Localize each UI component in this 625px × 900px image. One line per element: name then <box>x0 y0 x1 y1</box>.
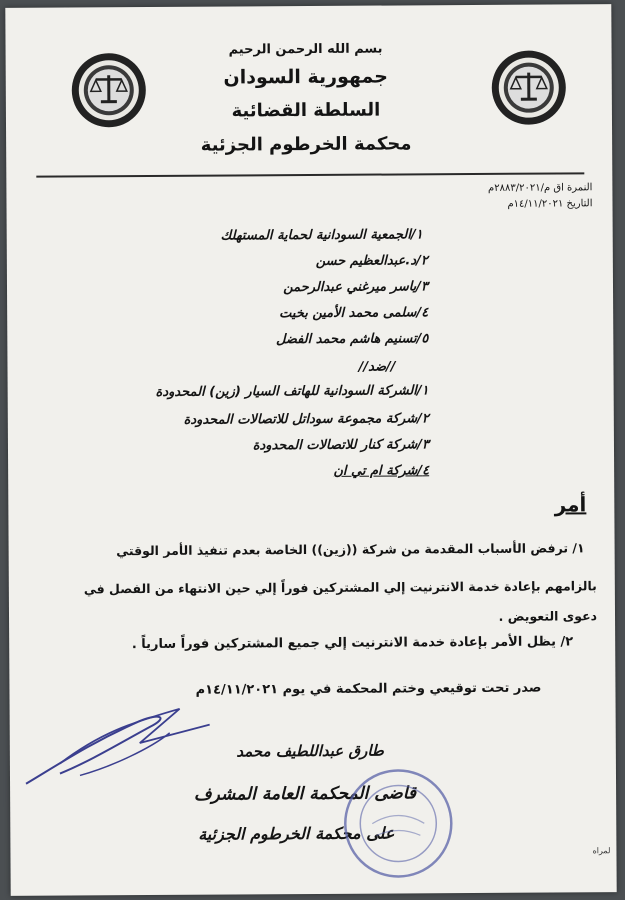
court-stamp <box>342 767 455 880</box>
defendant-4: ٤/شركة ام تي ان <box>333 463 430 479</box>
defendant-3: ٣/شركة كنار للاتصالات المحدودة <box>252 437 430 454</box>
header-divider <box>36 172 584 177</box>
versus-label: //ضد// <box>358 359 396 375</box>
plaintiff-5: ٥/تسنيم هاشم محمد الفضل <box>275 331 429 348</box>
authority-title: السلطة القضائية <box>231 99 381 122</box>
reference-number: النمرة اق م/٢٨٨٣/٢٠٢١م <box>487 182 593 194</box>
defendant-1: ١/الشركة السودانية للهاتف السيار (زين) المحدودة <box>155 383 429 400</box>
plaintiff-1: ١/الجمعية السودانية لحماية المستهلك <box>220 227 423 244</box>
order-paragraph-2: ٢/ يظل الأمر بإعادة خدمة الانترنيت إلي جميع المشتركين فوراً سارياً . <box>131 634 574 653</box>
judiciary-seal-left <box>70 51 148 129</box>
defendant-2: ٢/شركة مجموعة سوداتل للاتصالات المحدودة <box>183 411 429 428</box>
judge-court: على محكمة الخرطوم الجزئية <box>198 823 395 844</box>
judiciary-seal-right <box>490 48 568 126</box>
order-paragraph-1-line-1: ١/ ترفض الأسباب المقدمة من شركة ((زين)) الخاصة بعدم تنفيذ الأمر الوقتي <box>116 540 585 559</box>
plaintiff-3: ٣/ياسر ميرغني عبدالرحمن <box>283 279 429 296</box>
issued-line: صدر تحت توقيعي وختم المحكمة في يوم ١٤/١١/٢٠٢١م <box>195 680 542 698</box>
judge-name: طارق عبداللطيف محمد <box>236 741 384 761</box>
order-paragraph-1-line-2: بالزامهم بإعادة خدمة الانترنيت إلي المشتركين فوراً إلي حين الانتهاء من الفصل في <box>83 578 597 597</box>
country-title: جمهورية السودان <box>223 65 389 89</box>
plaintiff-4: ٤/سلمى محمد الأمين بخيت <box>279 305 429 322</box>
order-heading: أمر <box>554 492 587 517</box>
corner-mark: لمراه <box>592 846 611 856</box>
reference-date: التاريخ ١٤/١١/٢٠٢١م <box>507 198 593 210</box>
order-paragraph-1-line-3: دعوى التعويض . <box>498 608 598 624</box>
document-page <box>5 4 616 896</box>
judge-signature <box>20 703 221 794</box>
basmala: بسم الله الرحمن الرحيم <box>228 41 383 58</box>
court-title: محكمة الخرطوم الجزئية <box>200 133 412 156</box>
plaintiff-2: ٢/د.عبدالعظيم حسن <box>315 253 428 269</box>
judge-title: قاضى المحكمة العامة المشرف <box>193 783 417 805</box>
